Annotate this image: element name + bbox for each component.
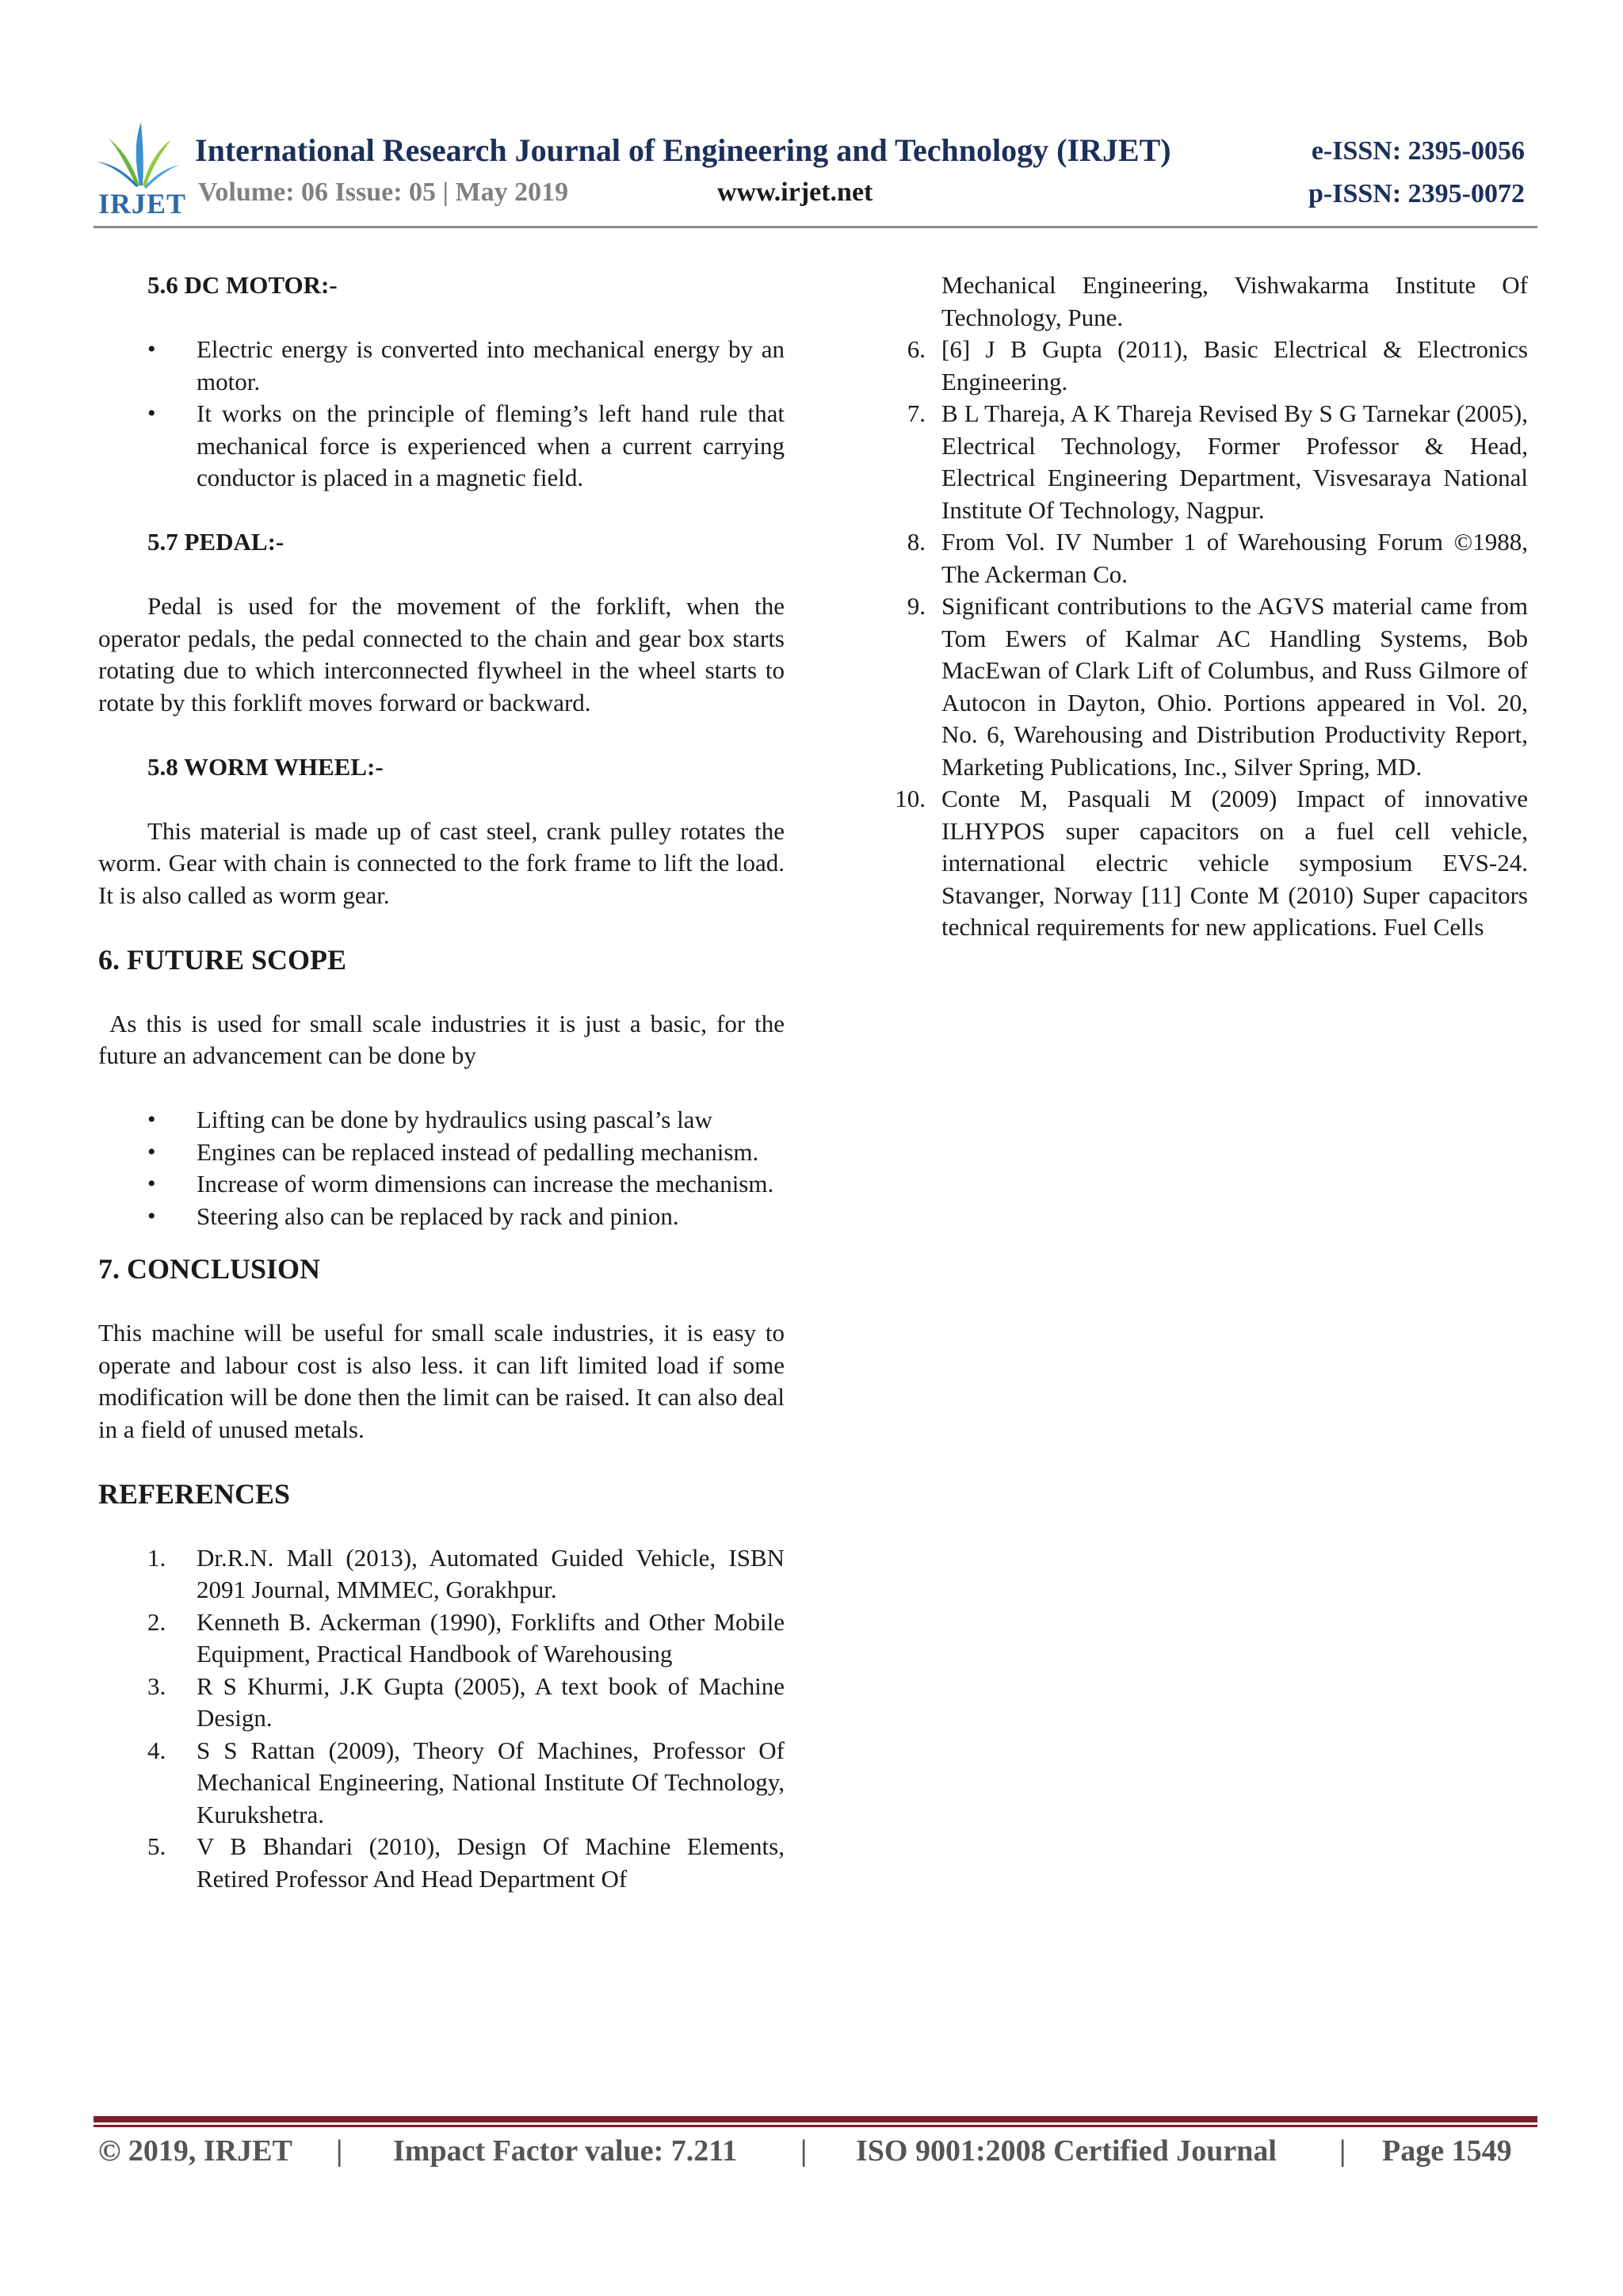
list-item: • Steering also can be replaced by rack and pinion. — [197, 1201, 785, 1233]
section-heading-pedal: 5.7 PEDAL:- — [147, 528, 285, 556]
dc-motor-list — [98, 334, 785, 495]
eissn: e-ISSN: 2395-0056 — [1311, 136, 1525, 166]
website-link[interactable]: www.irjet.net — [717, 178, 873, 207]
pissn: p-ISSN: 2395-0072 — [1308, 179, 1525, 208]
section-heading-future-scope: 6. FUTURE SCOPE — [98, 943, 347, 976]
pedal-paragraph: Pedal is used for the movement of the forklift, when the operator pedals, the pedal connected to the chain and gear box starts rotating due to which interconnected flywheel in the wheel starts to rotate by this forklift moves forward or backward. — [98, 592, 785, 716]
journal-title: International Research Journal of Engineering and Technology (IRJET) — [195, 132, 1171, 168]
section-heading-conclusion: 7. CONCLUSION — [98, 1253, 321, 1285]
reference-continuation: Mechanical Engineering, Vishwakarma Institute Of Technology, Pune. — [941, 271, 1528, 331]
references-list — [98, 1542, 785, 1896]
references-list-continued — [889, 334, 1528, 944]
footer-separator: | — [800, 2134, 808, 2168]
reference-item: 1. Dr.R.N. Mall (2013), Automated Guided Vehicle, ISBN 2091 Journal, MMMEC, Gorakhpur. — [147, 1543, 785, 1603]
footer-copyright: © 2019, IRJET — [98, 2134, 292, 2168]
reference-item: 8. From Vol. IV Number 1 of Warehousing Forum ©1988, The Ackerman Co. — [907, 528, 1528, 588]
list-item: • Electric energy is converted into mechanical energy by an motor. — [197, 334, 785, 398]
section-heading-worm-wheel: 5.8 WORM WHEEL:- — [147, 752, 384, 781]
list-item: • Increase of worm dimensions can increase the mechanism. — [197, 1168, 785, 1201]
list-item: • Lifting can be done by hydraulics using pascal’s law — [197, 1104, 785, 1137]
future-scope-paragraph: As this is used for small scale industries it is just a basic, for the future an advancement can be done by — [98, 1009, 785, 1069]
reference-item: 10. Conte M, Pasquali M (2009) Impact of innovative ILHYPOS super capacitors on a fuel cell vehicle, international electric vehicle symposium EVS-24. Stavanger, Norway [11] Conte M (2010) Super capacitors technical requirements for new applications. Fuel Cells — [895, 785, 1528, 941]
section-heading-references: REFERENCES — [98, 1477, 291, 1510]
reference-item: 5. V B Bhandari (2010), Design Of Machine Elements, Retired Professor And Head Department Of — [147, 1832, 785, 1893]
reference-item: 2. Kenneth B. Ackerman (1990), Forklifts and Other Mobile Equipment, Practical Handbook of Warehousing — [147, 1607, 785, 1668]
reference-item: 6. [6] J B Gupta (2011), Basic Electrical & Electronics Engineering. — [907, 335, 1528, 395]
worm-wheel-paragraph: This material is made up of cast steel, crank pulley rotates the worm. Gear with chain is connected to the fork frame to lift the load. It is also called as worm gear. — [98, 816, 785, 909]
reference-item: 7. B L Thareja, A K Thareja Revised By S G Tarnekar (2005), Electrical Technology, Former Professor & Head, Electrical Engineering Department, Visvesaraya National Institute Of Technology, Nagpur. — [907, 399, 1528, 524]
footer-separator: | — [336, 2134, 343, 2168]
footer-divider — [94, 2116, 1537, 2122]
reference-item: 9. Significant contributions to the AGVS material came from Tom Ewers of Kalmar AC Handling Systems, Bob MacEwan of Clark Lift of Columbus, and Russ Gilmore of Autocon in Dayton, Ohio. Portions appeared in Vol. 20, No. 6, Warehousing and Distribution Productivity Report, Marketing Publications, Inc., Silver Spring, MD. — [907, 592, 1528, 781]
header-divider — [94, 226, 1537, 228]
right-column — [889, 269, 1528, 944]
footer-separator: | — [1339, 2134, 1346, 2168]
footer-divider-thin — [94, 2125, 1537, 2127]
list-item: • Engines can be replaced instead of pedalling mechanism. — [197, 1137, 785, 1169]
reference-item: 3. R S Khurmi, J.K Gupta (2005), A text book of Machine Design. — [147, 1671, 785, 1732]
volume-issue: Volume: 06 Issue: 05 | May 2019 — [198, 178, 569, 207]
list-item: • It works on the principle of fleming’s left hand rule that mechanical force is experienced when a current carrying conductor is placed in a magnetic field. — [197, 398, 785, 495]
logo-text: IRJET — [98, 188, 187, 220]
reference-item: 4. S S Rattan (2009), Theory Of Machines, Professor Of Mechanical Engineering, National Institute Of Technology, Kurukshetra. — [147, 1736, 785, 1828]
footer-iso: ISO 9001:2008 Certified Journal — [856, 2134, 1277, 2168]
footer-page-number: Page 1549 — [1382, 2134, 1512, 2168]
footer-impact-factor: Impact Factor value: 7.211 — [393, 2134, 738, 2168]
section-heading-dc-motor: 5.6 DC MOTOR:- — [147, 271, 338, 299]
left-column — [98, 269, 785, 1895]
conclusion-paragraph: This machine will be useful for small scale industries, it is easy to operate and labour cost is also less. it can lift limited load if some modification will be done then the limit can be raised. It can also deal in a field of unused metals. — [98, 1319, 785, 1443]
future-scope-list — [98, 1104, 785, 1232]
